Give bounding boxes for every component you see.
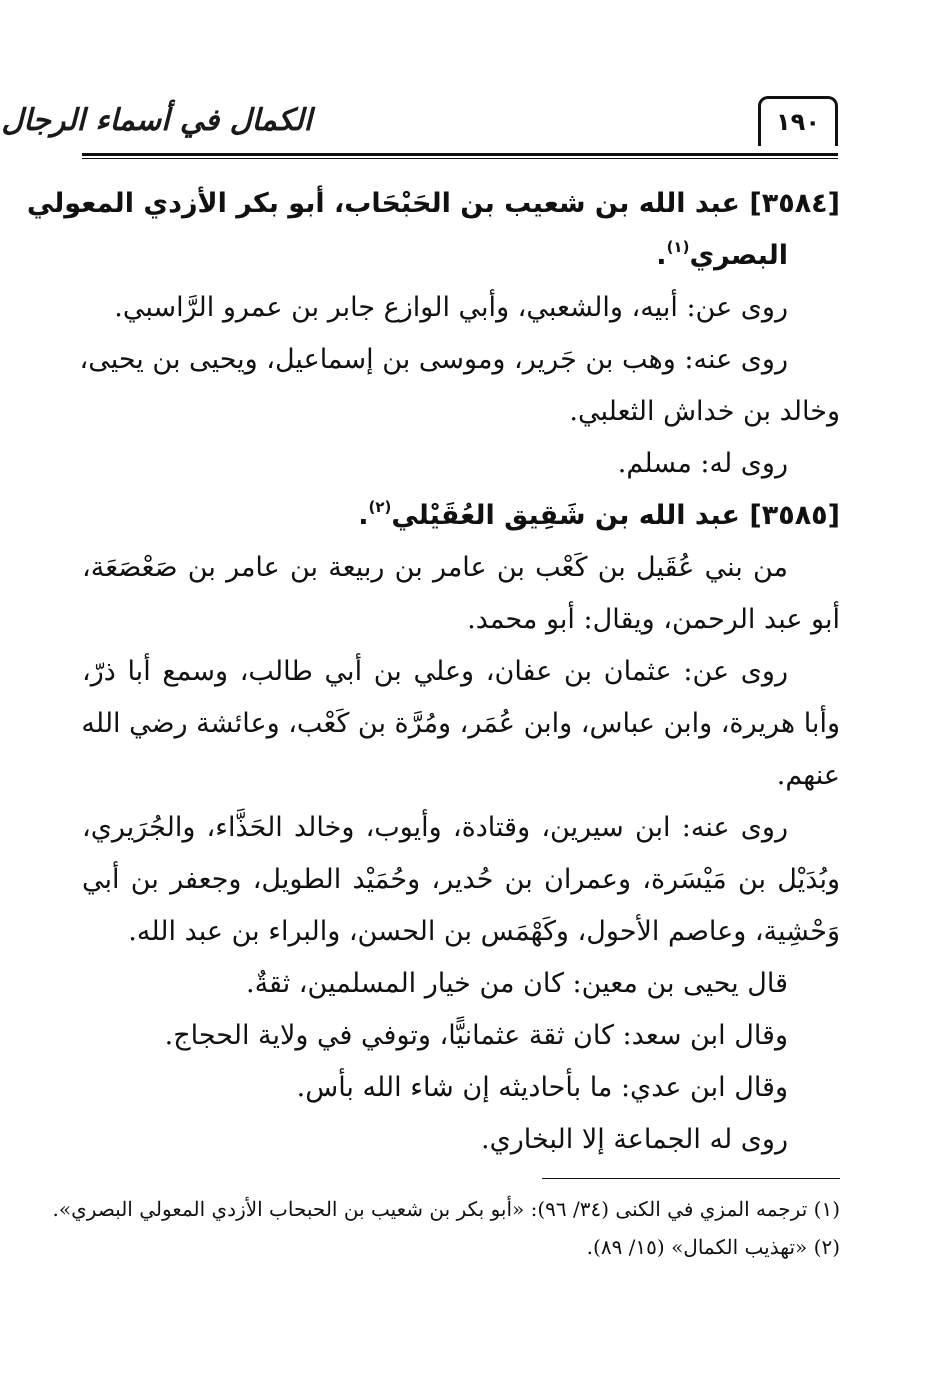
header-rule	[82, 153, 838, 156]
paragraph-line: وَحْشِية، وعاصم الأحول، وكَهْمَس بن الحسن، والبراء بن عبد الله.	[128, 916, 840, 947]
paragraph-line: وقال ابن عدي: ما بأحاديثه إن شاء الله بأس.	[296, 1072, 788, 1103]
paragraph-line: روى عن: أبيه، والشعبي، وأبي الوازع جابر بن عمرو الرَّاسبي.	[114, 292, 788, 323]
paragraph-line: روى له الجماعة إلا البخاري.	[480, 1124, 788, 1155]
footnotes	[52, 1190, 840, 1266]
paragraph-line: قال يحيى بن معين: كان من خيار المسلمين، ثقةٌ.	[245, 968, 788, 999]
page-number: ١٩٠	[776, 108, 820, 136]
entry-heading-continued: البصري$^{(١)}$.	[656, 238, 788, 271]
entry-heading: [٣٥٨٤] عبد الله بن شعيب بن الحَبْحَاب، أبو بكر الأزدي المعولي	[26, 188, 840, 219]
paragraph-line: وقال ابن سعد: كان ثقة عثمانيًّا، وتوفي في ولاية الحجاج.	[164, 1020, 788, 1051]
header-rule-thin	[82, 158, 838, 159]
paragraph-line: من بني عُقَيل بن كَعْب بن عامر بن ربيعة بن عامر بن صَعْصَعَة،	[82, 552, 788, 583]
main-text	[26, 178, 840, 1166]
paragraph-line: وأبا هريرة، وابن عباس، وابن عُمَر، ومُرَّة بن كَعْب، وعائشة رضي الله	[81, 708, 840, 739]
footnote-ref[interactable]: (٢)	[368, 498, 392, 516]
paragraph-line: عنهم.	[776, 760, 840, 791]
paragraph-line: روى له: مسلم.	[617, 448, 788, 479]
paragraph-line: أبو عبد الرحمن، ويقال: أبو محمد.	[467, 604, 840, 635]
paragraph-line: روى عنه: ابن سيرين، وقتادة، وأيوب، وخالد الحَذَّاء، والجُرَيري،	[82, 812, 788, 843]
footnote-1: (١) ترجمه المزي في الكنى (٣٤/ ٩٦): «أبو بكر بن شعيب بن الحبحاب الأزدي المعولي البصري».	[52, 1197, 840, 1221]
paragraph-line: وبُدَيْل بن مَيْسَرة، وعمران بن حُدير، وحُمَيْد الطويل، وجعفر بن أبي	[82, 864, 840, 895]
footnote-separator	[542, 1178, 840, 1179]
footnote-ref[interactable]: (١)	[666, 238, 690, 256]
running-title: الكمال في أسماء الرجال	[1, 103, 312, 138]
paragraph-line: وخالد بن خداش الثعلبي.	[569, 396, 840, 427]
page-header	[1, 96, 838, 158]
paragraph-line: روى عنه: وهب بن جَرير، وموسى بن إسماعيل، ويحيى بن يحيى،	[79, 344, 788, 375]
footnote-2: (٢) «تهذيب الكمال» (١٥/ ٨٩).	[586, 1235, 840, 1259]
paragraph-line: روى عن: عثمان بن عفان، وعلي بن أبي طالب، وسمع أبا ذرّ،	[82, 656, 788, 687]
entry-heading: [٣٥٨٥] عبد الله بن شَقِيق العُقَيْلي$^{(٢)}$.	[358, 498, 840, 531]
